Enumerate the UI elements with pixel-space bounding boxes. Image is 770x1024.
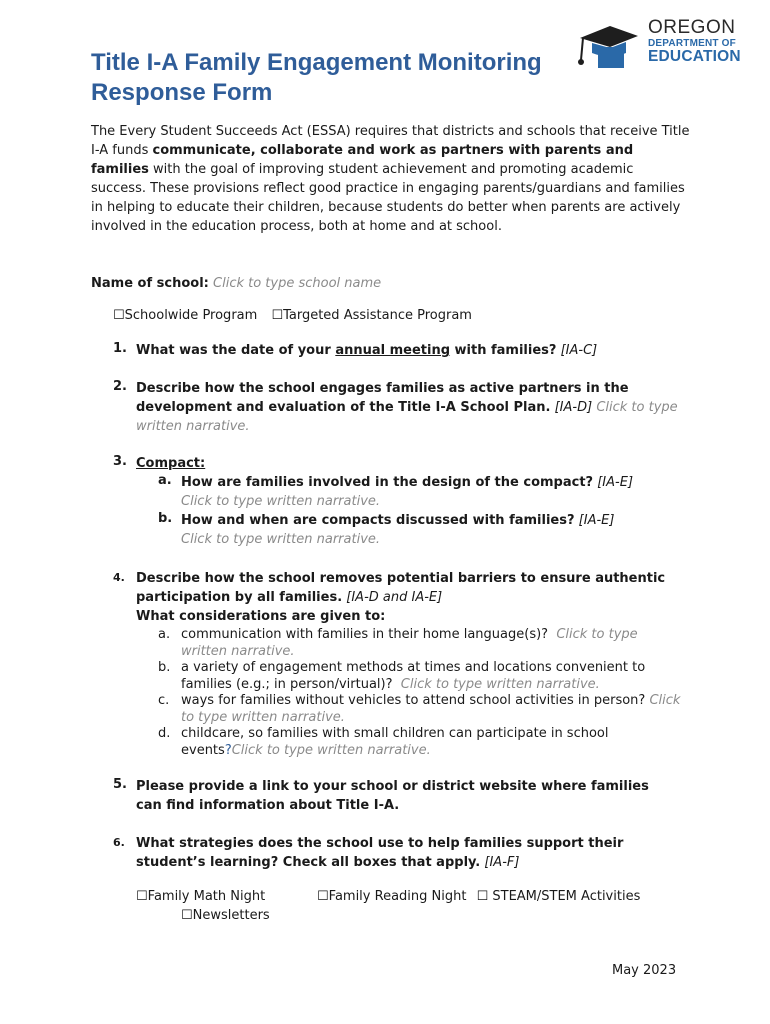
q4d-question: childcare, so families with small children can participate in school events (181, 726, 609, 758)
q3-heading (136, 454, 205, 473)
q3b-text (181, 511, 681, 549)
oregon-department-of-education-logo (572, 16, 742, 72)
family-reading-night-checkbox[interactable]: ☐Family Reading Night (317, 889, 467, 904)
q3b-tag: [IA-E] (578, 513, 615, 528)
q3a-narrative-field[interactable]: Click to type written narrative. (181, 494, 381, 509)
strategy-options-row1 (136, 887, 265, 906)
strategy-options-row2 (181, 906, 270, 925)
q4a-text (181, 627, 681, 660)
q4a-question: communication with families in their home language(s)? (181, 627, 549, 642)
q2-text (136, 379, 691, 436)
q1-post: with families? (450, 343, 557, 358)
q4-number: 4. (113, 571, 125, 584)
q2-number: 2. (113, 379, 127, 394)
annual-meeting-link[interactable]: annual meeting (335, 343, 451, 358)
q6-question: What strategies does the school use to help families support their student’s learning? Check all boxes that apply. (136, 836, 624, 870)
q4d-label: d. (158, 726, 171, 741)
q4-considerations: What considerations are given to: (136, 609, 386, 624)
q3b-label: b. (158, 511, 173, 526)
q4d-mark: ? (224, 742, 232, 758)
q4b-text (181, 660, 681, 693)
q1-tag: [IA-C] (560, 343, 598, 358)
q3a-question: How are families involved in the design of the compact? (181, 475, 594, 490)
q1-pre: What was the date of your (136, 343, 336, 358)
q2-tag: [IA-D] (554, 400, 593, 415)
q4-text (136, 569, 676, 626)
footer-date: May 2023 (612, 963, 677, 978)
school-name-row (91, 274, 381, 293)
q2-question: Describe how the school engages families as active partners in the development and evaluation of the Title I-A School Plan. (136, 381, 629, 415)
q4-tag: [IA-D and IA-E] (346, 590, 443, 605)
compact-heading: Compact: (136, 456, 206, 471)
q3b-question: How and when are compacts discussed with families? (181, 513, 575, 528)
graduation-cap-state-icon (572, 20, 640, 70)
q6-number: 6. (113, 836, 125, 849)
q3a-label: a. (158, 473, 172, 488)
q4d-narrative-field[interactable]: Click to type written narrative. (231, 742, 431, 758)
logo-oregon-text: OREGON (648, 17, 736, 38)
q1-text (136, 341, 696, 360)
newsletters-checkbox[interactable]: ☐Newsletters (181, 908, 270, 923)
intro-bold: communicate, collaborate and work as partners with parents and families (91, 143, 634, 177)
q4b-question: a variety of engagement methods at times and locations convenient to families (e.g.; in person/virtual)? (181, 660, 646, 692)
q4c-question: ways for families without vehicles to attend school activities in person? (181, 693, 646, 708)
q4c-label: c. (158, 693, 170, 708)
q4d-text (181, 726, 651, 759)
q4b-label: b. (158, 660, 171, 675)
q4c-text (181, 693, 681, 726)
school-name-field[interactable]: Click to type school name (213, 276, 382, 291)
program-options (113, 306, 472, 325)
family-math-night-checkbox[interactable]: ☐Family Math Night (136, 889, 266, 904)
q4a-label: a. (158, 627, 171, 642)
intro-paragraph (91, 122, 691, 236)
logo-department-text: DEPARTMENT OF (648, 38, 736, 49)
q6-text (136, 834, 676, 872)
q4b-narrative-field[interactable]: Click to type written narrative. (400, 676, 600, 692)
q6-tag: [IA-F] (484, 855, 520, 870)
targeted-assistance-checkbox[interactable]: ☐Targeted Assistance Program (271, 308, 472, 323)
q3a-tag: [IA-E] (597, 475, 634, 490)
page-title: Title I-A Family Engagement Monitoring Response Form (91, 49, 542, 106)
q4-question: Describe how the school removes potential barriers to ensure authentic participation by all families. (136, 571, 666, 605)
q4c-narrative-field[interactable]: Click to type written narrative. (181, 693, 681, 725)
intro-text-2: with the goal of improving student achievement and promoting academic success. These provisions reflect good practice in engaging parents/guardians and families in helping to educate their children, because students do better when parents are actively involved in the education process, both at home and at school. (91, 162, 685, 234)
q5-text (136, 777, 666, 815)
logo-education-text: EDUCATION (648, 48, 741, 65)
q3-number: 3. (113, 454, 127, 469)
q4a-narrative-field[interactable]: Click to type written narrative. (181, 627, 638, 659)
school-name-label: Name of school: (91, 276, 209, 291)
steam-stem-checkbox[interactable]: ☐ STEAM/STEM Activities (476, 889, 641, 904)
q5-question: Please provide a link to your school or district website where families can find information about Title I-A. (136, 779, 649, 813)
intro-text-1: The Every Student Succeeds Act (ESSA) requires that districts and schools that receive Title I-A funds (91, 124, 690, 158)
q5-number: 5. (113, 777, 127, 792)
strategy-options-row1b (317, 887, 640, 906)
q1-number: 1. (113, 341, 127, 356)
q2-narrative-field[interactable]: Click to type written narrative. (136, 400, 678, 434)
q3b-narrative-field[interactable]: Click to type written narrative. (181, 532, 381, 547)
q3a-text (181, 473, 681, 511)
schoolwide-program-checkbox[interactable]: ☐Schoolwide Program (113, 308, 258, 323)
